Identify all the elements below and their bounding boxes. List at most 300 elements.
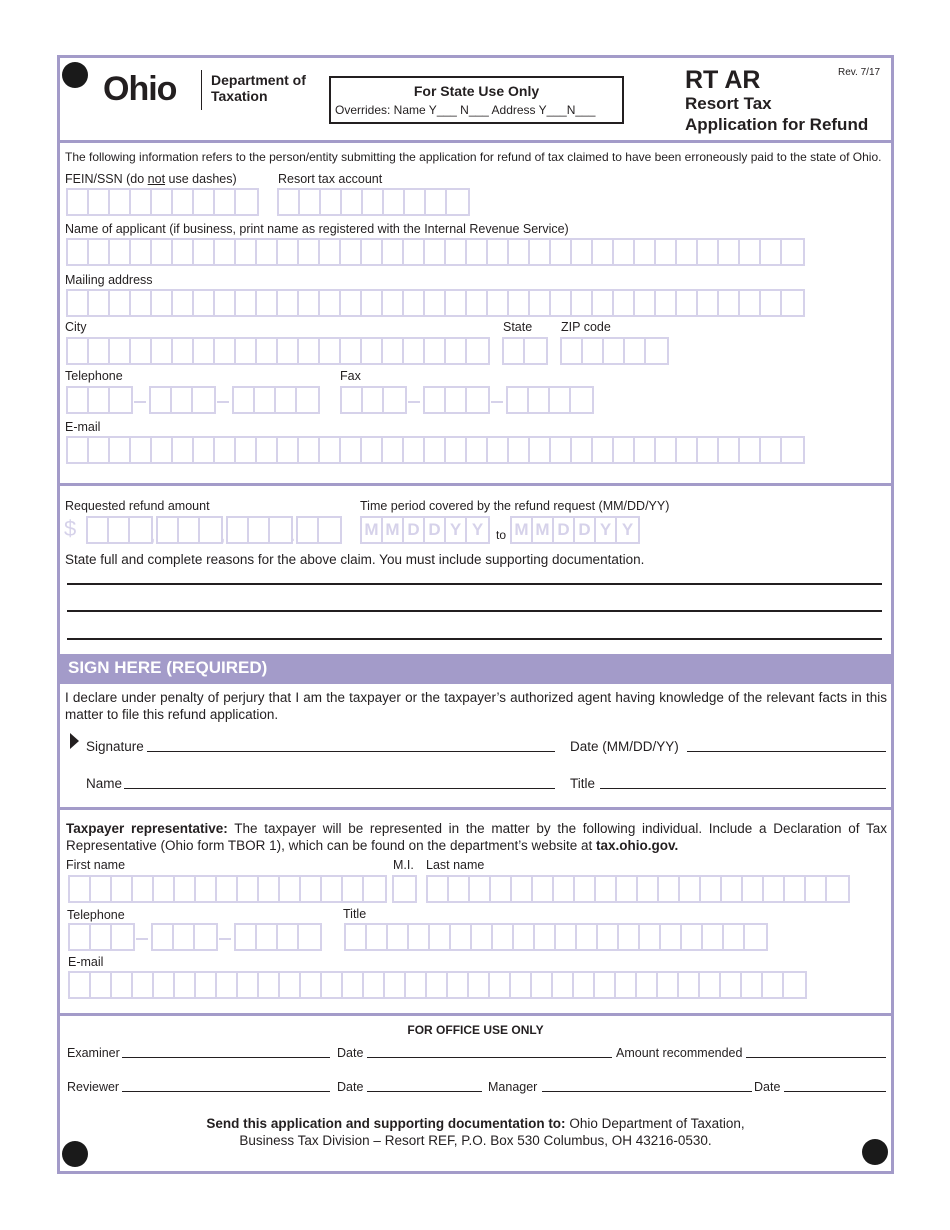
char-cell[interactable] <box>194 339 215 363</box>
char-cell[interactable] <box>88 518 109 542</box>
char-cell[interactable] <box>635 291 656 315</box>
refund-millions-field[interactable] <box>86 516 153 544</box>
char-cell[interactable] <box>761 438 782 462</box>
char-cell[interactable] <box>446 291 467 315</box>
char-cell[interactable] <box>614 438 635 462</box>
char-cell[interactable] <box>152 291 173 315</box>
char-cell[interactable] <box>173 438 194 462</box>
rep-telephone-prefix-field[interactable] <box>151 923 218 951</box>
char-cell[interactable] <box>426 190 447 214</box>
char-cell[interactable] <box>572 438 593 462</box>
char-cell[interactable] <box>153 925 174 949</box>
char-cell[interactable] <box>195 925 216 949</box>
refund-hundreds-field[interactable] <box>226 516 293 544</box>
char-cell[interactable] <box>299 339 320 363</box>
char-cell[interactable] <box>299 291 320 315</box>
char-cell[interactable] <box>574 973 595 997</box>
char-cell[interactable] <box>782 438 803 462</box>
fein-field[interactable] <box>66 188 259 216</box>
char-cell[interactable] <box>446 438 467 462</box>
char-cell[interactable] <box>299 240 320 264</box>
telephone-area-field[interactable] <box>66 386 133 414</box>
char-cell[interactable] <box>70 877 91 901</box>
char-cell[interactable] <box>598 925 619 949</box>
char-cell[interactable] <box>614 240 635 264</box>
char-cell[interactable] <box>194 240 215 264</box>
rep-mi-field[interactable] <box>392 875 417 903</box>
char-cell[interactable] <box>572 240 593 264</box>
char-cell[interactable] <box>530 438 551 462</box>
telephone-prefix-field[interactable] <box>149 386 216 414</box>
char-cell[interactable] <box>698 240 719 264</box>
char-cell[interactable] <box>301 877 322 901</box>
char-cell[interactable] <box>427 973 448 997</box>
char-cell[interactable] <box>761 291 782 315</box>
char-cell[interactable] <box>491 877 512 901</box>
char-cell[interactable] <box>509 240 530 264</box>
char-cell[interactable] <box>362 438 383 462</box>
char-cell[interactable] <box>467 339 488 363</box>
fax-prefix-field[interactable] <box>423 386 490 414</box>
char-cell[interactable] <box>236 339 257 363</box>
char-cell[interactable] <box>604 339 625 363</box>
char-cell[interactable] <box>215 291 236 315</box>
char-cell[interactable] <box>68 291 89 315</box>
char-cell[interactable] <box>698 438 719 462</box>
state-field[interactable] <box>502 337 548 365</box>
char-cell[interactable] <box>677 291 698 315</box>
char-cell[interactable] <box>404 339 425 363</box>
char-cell[interactable] <box>173 339 194 363</box>
char-cell[interactable] <box>409 925 430 949</box>
char-cell[interactable] <box>493 925 514 949</box>
char-cell[interactable] <box>215 339 236 363</box>
char-cell[interactable] <box>363 388 384 412</box>
char-cell[interactable] <box>151 388 172 412</box>
char-cell[interactable] <box>430 925 451 949</box>
date-cell[interactable]: Y <box>621 520 634 539</box>
char-cell[interactable] <box>173 240 194 264</box>
examiner-date-line[interactable] <box>367 1057 612 1058</box>
signature-line[interactable] <box>147 751 555 752</box>
char-cell[interactable] <box>301 973 322 997</box>
char-cell[interactable] <box>215 438 236 462</box>
char-cell[interactable] <box>782 240 803 264</box>
char-cell[interactable] <box>784 973 805 997</box>
char-cell[interactable] <box>700 973 721 997</box>
char-cell[interactable] <box>406 973 427 997</box>
char-cell[interactable] <box>447 190 468 214</box>
char-cell[interactable] <box>745 925 766 949</box>
char-cell[interactable] <box>278 925 299 949</box>
rep-last-name-field[interactable] <box>426 875 850 903</box>
char-cell[interactable] <box>174 925 195 949</box>
char-cell[interactable] <box>279 190 300 214</box>
date-cell[interactable]: M <box>512 518 533 542</box>
char-cell[interactable] <box>571 388 592 412</box>
char-cell[interactable] <box>721 973 742 997</box>
telephone-line-field[interactable] <box>232 386 320 414</box>
char-cell[interactable] <box>384 388 405 412</box>
char-cell[interactable] <box>385 973 406 997</box>
char-cell[interactable] <box>278 438 299 462</box>
char-cell[interactable] <box>425 388 446 412</box>
char-cell[interactable] <box>679 973 700 997</box>
char-cell[interactable] <box>362 339 383 363</box>
char-cell[interactable] <box>89 388 110 412</box>
reason-line-1[interactable] <box>67 583 882 585</box>
char-cell[interactable] <box>343 877 364 901</box>
char-cell[interactable] <box>404 438 425 462</box>
char-cell[interactable] <box>68 388 89 412</box>
applicant-name-field[interactable] <box>66 238 805 266</box>
char-cell[interactable] <box>217 973 238 997</box>
char-cell[interactable] <box>89 240 110 264</box>
char-cell[interactable] <box>91 925 112 949</box>
char-cell[interactable] <box>785 877 806 901</box>
char-cell[interactable] <box>635 240 656 264</box>
date-cell[interactable]: D <box>554 518 575 542</box>
char-cell[interactable] <box>740 291 761 315</box>
char-cell[interactable] <box>742 973 763 997</box>
char-cell[interactable] <box>236 291 257 315</box>
char-cell[interactable] <box>234 388 255 412</box>
char-cell[interactable] <box>467 388 488 412</box>
char-cell[interactable] <box>152 438 173 462</box>
reviewer-date-line[interactable] <box>367 1091 482 1092</box>
char-cell[interactable] <box>343 973 364 997</box>
char-cell[interactable] <box>514 925 535 949</box>
char-cell[interactable] <box>172 388 193 412</box>
date-cell[interactable]: Y <box>596 518 617 542</box>
char-cell[interactable] <box>320 339 341 363</box>
rep-telephone-area-field[interactable] <box>68 923 135 951</box>
char-cell[interactable] <box>70 925 91 949</box>
char-cell[interactable] <box>280 877 301 901</box>
char-cell[interactable] <box>236 190 257 214</box>
char-cell[interactable] <box>404 291 425 315</box>
char-cell[interactable] <box>740 240 761 264</box>
char-cell[interactable] <box>388 925 409 949</box>
char-cell[interactable] <box>719 291 740 315</box>
char-cell[interactable] <box>131 240 152 264</box>
char-cell[interactable] <box>425 291 446 315</box>
char-cell[interactable] <box>703 925 724 949</box>
mailing-address-field[interactable] <box>66 289 805 317</box>
char-cell[interactable] <box>616 973 637 997</box>
char-cell[interactable] <box>572 291 593 315</box>
char-cell[interactable] <box>280 973 301 997</box>
char-cell[interactable] <box>701 877 722 901</box>
char-cell[interactable] <box>196 973 217 997</box>
char-cell[interactable] <box>677 240 698 264</box>
char-cell[interactable] <box>238 877 259 901</box>
char-cell[interactable] <box>270 518 291 542</box>
char-cell[interactable] <box>658 973 679 997</box>
char-cell[interactable] <box>110 339 131 363</box>
char-cell[interactable] <box>533 877 554 901</box>
char-cell[interactable] <box>467 438 488 462</box>
char-cell[interactable] <box>638 877 659 901</box>
char-cell[interactable] <box>743 877 764 901</box>
char-cell[interactable] <box>425 438 446 462</box>
char-cell[interactable] <box>680 877 701 901</box>
char-cell[interactable] <box>300 190 321 214</box>
char-cell[interactable] <box>109 518 130 542</box>
char-cell[interactable] <box>553 973 574 997</box>
char-cell[interactable] <box>661 925 682 949</box>
char-cell[interactable] <box>682 925 703 949</box>
char-cell[interactable] <box>532 973 553 997</box>
char-cell[interactable] <box>659 877 680 901</box>
char-cell[interactable] <box>596 877 617 901</box>
char-cell[interactable] <box>196 877 217 901</box>
char-cell[interactable] <box>363 190 384 214</box>
email-field[interactable] <box>66 436 805 464</box>
date-cell[interactable]: Y <box>471 520 484 539</box>
char-cell[interactable] <box>384 190 405 214</box>
fax-line-field[interactable] <box>506 386 594 414</box>
char-cell[interactable] <box>583 339 604 363</box>
char-cell[interactable] <box>625 339 646 363</box>
char-cell[interactable] <box>320 240 341 264</box>
char-cell[interactable] <box>194 190 215 214</box>
char-cell[interactable] <box>131 339 152 363</box>
char-cell[interactable] <box>89 438 110 462</box>
char-cell[interactable] <box>322 877 343 901</box>
char-cell[interactable] <box>255 388 276 412</box>
char-cell[interactable] <box>719 438 740 462</box>
char-cell[interactable] <box>238 973 259 997</box>
date-cell[interactable]: D <box>404 518 425 542</box>
refund-thousands-field[interactable] <box>156 516 223 544</box>
char-cell[interactable] <box>257 291 278 315</box>
rep-email-field[interactable] <box>68 971 807 999</box>
title-line[interactable] <box>600 788 886 789</box>
char-cell[interactable] <box>635 438 656 462</box>
char-cell[interactable] <box>259 877 280 901</box>
char-cell[interactable] <box>763 973 784 997</box>
char-cell[interactable] <box>236 240 257 264</box>
char-cell[interactable] <box>110 388 131 412</box>
char-cell[interactable] <box>446 388 467 412</box>
char-cell[interactable] <box>367 925 388 949</box>
char-cell[interactable] <box>321 190 342 214</box>
char-cell[interactable] <box>249 518 270 542</box>
char-cell[interactable] <box>530 240 551 264</box>
char-cell[interactable] <box>467 240 488 264</box>
char-cell[interactable] <box>593 291 614 315</box>
char-cell[interactable] <box>554 877 575 901</box>
char-cell[interactable] <box>449 877 470 901</box>
char-cell[interactable] <box>175 877 196 901</box>
char-cell[interactable] <box>467 291 488 315</box>
char-cell[interactable] <box>257 339 278 363</box>
char-cell[interactable] <box>133 877 154 901</box>
char-cell[interactable] <box>320 438 341 462</box>
char-cell[interactable] <box>405 190 426 214</box>
char-cell[interactable] <box>112 925 133 949</box>
char-cell[interactable] <box>362 240 383 264</box>
reviewer-line[interactable] <box>122 1091 330 1092</box>
char-cell[interactable] <box>154 877 175 901</box>
char-cell[interactable] <box>740 438 761 462</box>
char-cell[interactable] <box>70 973 91 997</box>
char-cell[interactable] <box>131 438 152 462</box>
rep-telephone-line-field[interactable] <box>234 923 322 951</box>
char-cell[interactable] <box>646 339 667 363</box>
reason-line-2[interactable] <box>67 610 882 612</box>
char-cell[interactable] <box>175 973 196 997</box>
char-cell[interactable] <box>257 438 278 462</box>
char-cell[interactable] <box>551 438 572 462</box>
char-cell[interactable] <box>504 339 525 363</box>
date-cell[interactable]: M <box>383 518 404 542</box>
char-cell[interactable] <box>341 339 362 363</box>
char-cell[interactable] <box>511 973 532 997</box>
char-cell[interactable] <box>722 877 743 901</box>
zip-field[interactable] <box>560 337 669 365</box>
char-cell[interactable] <box>383 339 404 363</box>
char-cell[interactable] <box>656 240 677 264</box>
char-cell[interactable] <box>425 339 446 363</box>
char-cell[interactable] <box>530 291 551 315</box>
char-cell[interactable] <box>110 438 131 462</box>
char-cell[interactable] <box>446 240 467 264</box>
city-field[interactable] <box>66 337 490 365</box>
char-cell[interactable] <box>236 438 257 462</box>
char-cell[interactable] <box>133 973 154 997</box>
char-cell[interactable] <box>488 438 509 462</box>
char-cell[interactable] <box>173 190 194 214</box>
char-cell[interactable] <box>257 925 278 949</box>
date-cell[interactable]: M <box>533 518 554 542</box>
char-cell[interactable] <box>257 240 278 264</box>
char-cell[interactable] <box>619 925 640 949</box>
char-cell[interactable] <box>677 438 698 462</box>
char-cell[interactable] <box>68 339 89 363</box>
char-cell[interactable] <box>342 388 363 412</box>
char-cell[interactable] <box>299 438 320 462</box>
sign-date-line[interactable] <box>687 751 886 752</box>
char-cell[interactable] <box>110 291 131 315</box>
char-cell[interactable] <box>89 339 110 363</box>
char-cell[interactable] <box>297 388 318 412</box>
char-cell[interactable] <box>319 518 340 542</box>
char-cell[interactable] <box>383 291 404 315</box>
char-cell[interactable] <box>152 339 173 363</box>
char-cell[interactable] <box>364 973 385 997</box>
char-cell[interactable] <box>112 973 133 997</box>
char-cell[interactable] <box>761 240 782 264</box>
char-cell[interactable] <box>512 877 533 901</box>
char-cell[interactable] <box>448 973 469 997</box>
char-cell[interactable] <box>472 925 493 949</box>
char-cell[interactable] <box>110 190 131 214</box>
char-cell[interactable] <box>278 291 299 315</box>
char-cell[interactable] <box>488 240 509 264</box>
char-cell[interactable] <box>278 240 299 264</box>
char-cell[interactable] <box>551 291 572 315</box>
char-cell[interactable] <box>508 388 529 412</box>
char-cell[interactable] <box>719 240 740 264</box>
char-cell[interactable] <box>535 925 556 949</box>
char-cell[interactable] <box>656 291 677 315</box>
char-cell[interactable] <box>89 291 110 315</box>
char-cell[interactable] <box>154 973 175 997</box>
char-cell[interactable] <box>173 291 194 315</box>
char-cell[interactable] <box>656 438 677 462</box>
char-cell[interactable] <box>404 240 425 264</box>
char-cell[interactable] <box>637 973 658 997</box>
char-cell[interactable] <box>698 291 719 315</box>
char-cell[interactable] <box>320 291 341 315</box>
char-cell[interactable] <box>194 438 215 462</box>
char-cell[interactable] <box>322 973 343 997</box>
fax-area-field[interactable] <box>340 386 407 414</box>
date-cell[interactable]: Y <box>446 518 467 542</box>
char-cell[interactable] <box>782 291 803 315</box>
char-cell[interactable] <box>152 240 173 264</box>
char-cell[interactable] <box>577 925 598 949</box>
char-cell[interactable] <box>364 877 385 901</box>
char-cell[interactable] <box>299 925 320 949</box>
char-cell[interactable] <box>341 240 362 264</box>
char-cell[interactable] <box>394 877 415 901</box>
char-cell[interactable] <box>278 339 299 363</box>
char-cell[interactable] <box>550 388 571 412</box>
char-cell[interactable] <box>68 190 89 214</box>
char-cell[interactable] <box>425 240 446 264</box>
char-cell[interactable] <box>298 518 319 542</box>
date-cell[interactable]: M <box>362 518 383 542</box>
date-cell[interactable]: D <box>575 518 596 542</box>
rep-first-name-field[interactable] <box>68 875 387 903</box>
char-cell[interactable] <box>640 925 661 949</box>
website-link[interactable]: tax.ohio.gov. <box>596 837 679 853</box>
char-cell[interactable] <box>509 291 530 315</box>
char-cell[interactable] <box>276 388 297 412</box>
char-cell[interactable] <box>446 339 467 363</box>
char-cell[interactable] <box>112 877 133 901</box>
char-cell[interactable] <box>383 438 404 462</box>
char-cell[interactable] <box>346 925 367 949</box>
char-cell[interactable] <box>806 877 827 901</box>
char-cell[interactable] <box>91 877 112 901</box>
char-cell[interactable] <box>509 438 530 462</box>
date-cell[interactable]: D <box>425 518 446 542</box>
char-cell[interactable] <box>110 240 131 264</box>
char-cell[interactable] <box>428 877 449 901</box>
period-start-field[interactable] <box>360 516 490 544</box>
char-cell[interactable] <box>342 190 363 214</box>
char-cell[interactable] <box>593 438 614 462</box>
char-cell[interactable] <box>529 388 550 412</box>
resort-account-field[interactable] <box>277 188 470 216</box>
char-cell[interactable] <box>562 339 583 363</box>
char-cell[interactable] <box>194 291 215 315</box>
char-cell[interactable] <box>215 190 236 214</box>
char-cell[interactable] <box>91 973 112 997</box>
char-cell[interactable] <box>617 877 638 901</box>
char-cell[interactable] <box>217 877 238 901</box>
examiner-line[interactable] <box>122 1057 330 1058</box>
char-cell[interactable] <box>341 438 362 462</box>
char-cell[interactable] <box>193 388 214 412</box>
char-cell[interactable] <box>451 925 472 949</box>
char-cell[interactable] <box>470 877 491 901</box>
char-cell[interactable] <box>68 240 89 264</box>
